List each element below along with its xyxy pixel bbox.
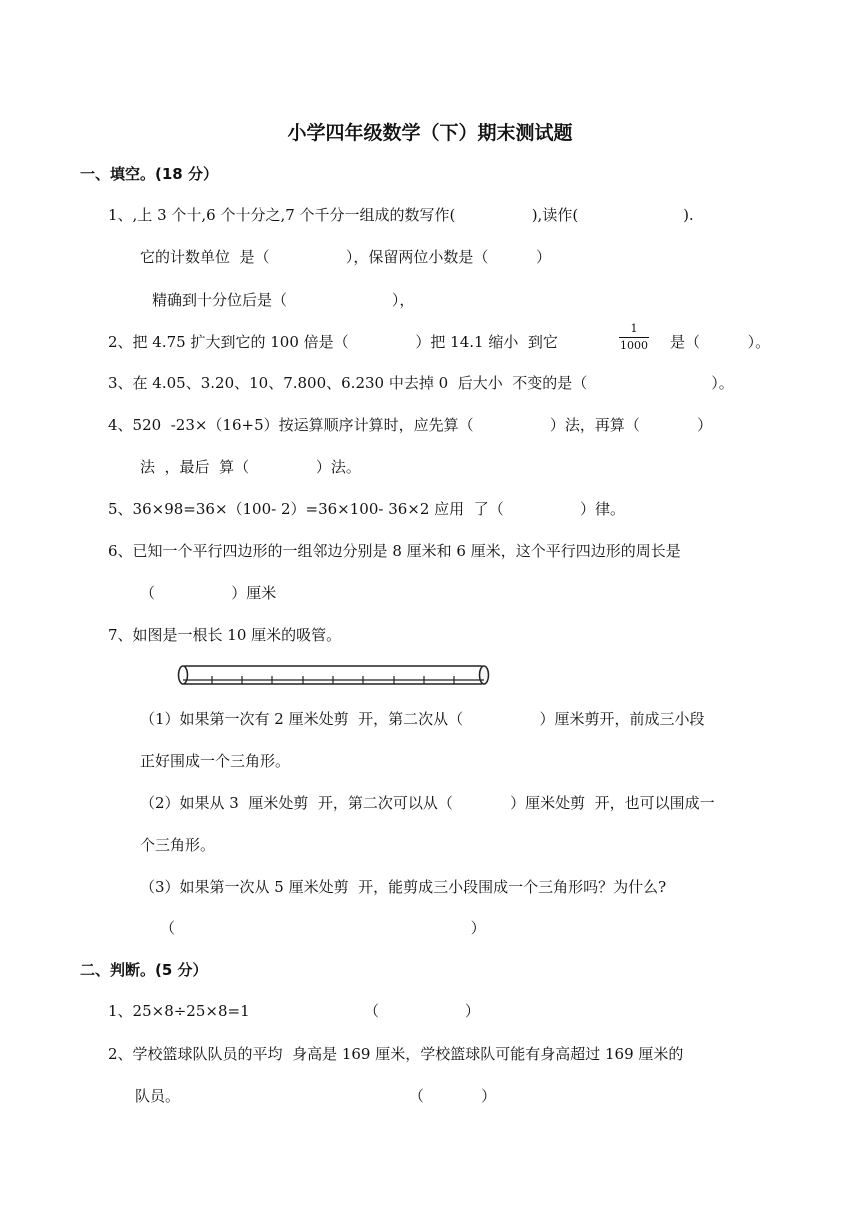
question-1-line-1: 1、,上 3 个十,6 个十分之,7 个千分一组成的数写作( ),读作( ). <box>108 206 694 224</box>
question-1-line-2: 它的计数单位 是（ ），保留两位小数是（ ） <box>140 248 552 266</box>
straw-icon <box>179 666 489 684</box>
fraction-numerator: 1 <box>630 322 638 335</box>
question-4-line-2: 法 ，最后 算（ ）法。 <box>140 458 361 476</box>
question-7-sub-3-line-2: （ ） <box>160 919 486 937</box>
judgement-2-line-1: 2、学校篮球队队员的平均 身高是 169 厘米，学校篮球队可能有身高超过 169 厘米的 <box>108 1045 684 1063</box>
section-2-heading: 二、判断。(5 分） <box>80 961 208 979</box>
question-6-line-2: （ ）厘米 <box>140 584 277 602</box>
question-4-line-1: 4、520 -23×（16+5）按运算顺序计算时，应先算（ ）法，再算（ ） <box>108 416 713 434</box>
fraction-denominator: 1000 <box>620 339 648 352</box>
question-6-line-1: 6、已知一个平行四边形的一组邻边分别是 8 厘米和 6 厘米，这个平行四边形的周长是 <box>108 542 681 560</box>
section-1-heading: 一、填空。(18 分） <box>80 165 218 183</box>
question-7-sub-2-line-1: （2）如果从 3 厘米处剪 开，第二次可以从（ ）厘米处剪 开，也可以围成一 <box>140 794 715 812</box>
question-3: 3、在 4.05、3.20、10、7.800、6.230 中去掉 0 后大小 不变的是（ ）。 <box>108 374 734 392</box>
question-2-text-b: 是（ ）。 <box>670 333 771 351</box>
question-2-text-a: 2、把 4.75 扩大到它的 100 倍是（ ）把 14.1 缩小 到它 <box>108 333 558 351</box>
question-7-sub-1-line-2: 正好围成一个三角形。 <box>140 752 291 770</box>
judgement-1: 1、25×8÷25×8=1 （ ） <box>108 1002 480 1020</box>
question-1-line-3: 精确到十分位后是（ ）， <box>152 291 415 309</box>
judgement-2-line-2: 队员。 （ ） <box>135 1087 497 1105</box>
question-5: 5、36×98=36×（100- 2）=36×100- 36×2 应用 了（ ）律。 <box>108 500 626 518</box>
question-7-sub-2-line-2: 个三角形。 <box>140 836 216 854</box>
question-7-sub-1-line-1: （1）如果第一次有 2 厘米处剪 开，第二次从（ ）厘米剪开，前成三小段 <box>140 710 705 728</box>
question-7-sub-3-line-1: （3）如果第一次从 5 厘米处剪 开，能剪成三小段围成一个三角形吗？为什么? <box>140 878 667 896</box>
page-title: 小学四年级数学（下）期末测试题 <box>287 122 573 144</box>
question-7-stem: 7、如图是一根长 10 厘米的吸管。 <box>108 626 342 644</box>
